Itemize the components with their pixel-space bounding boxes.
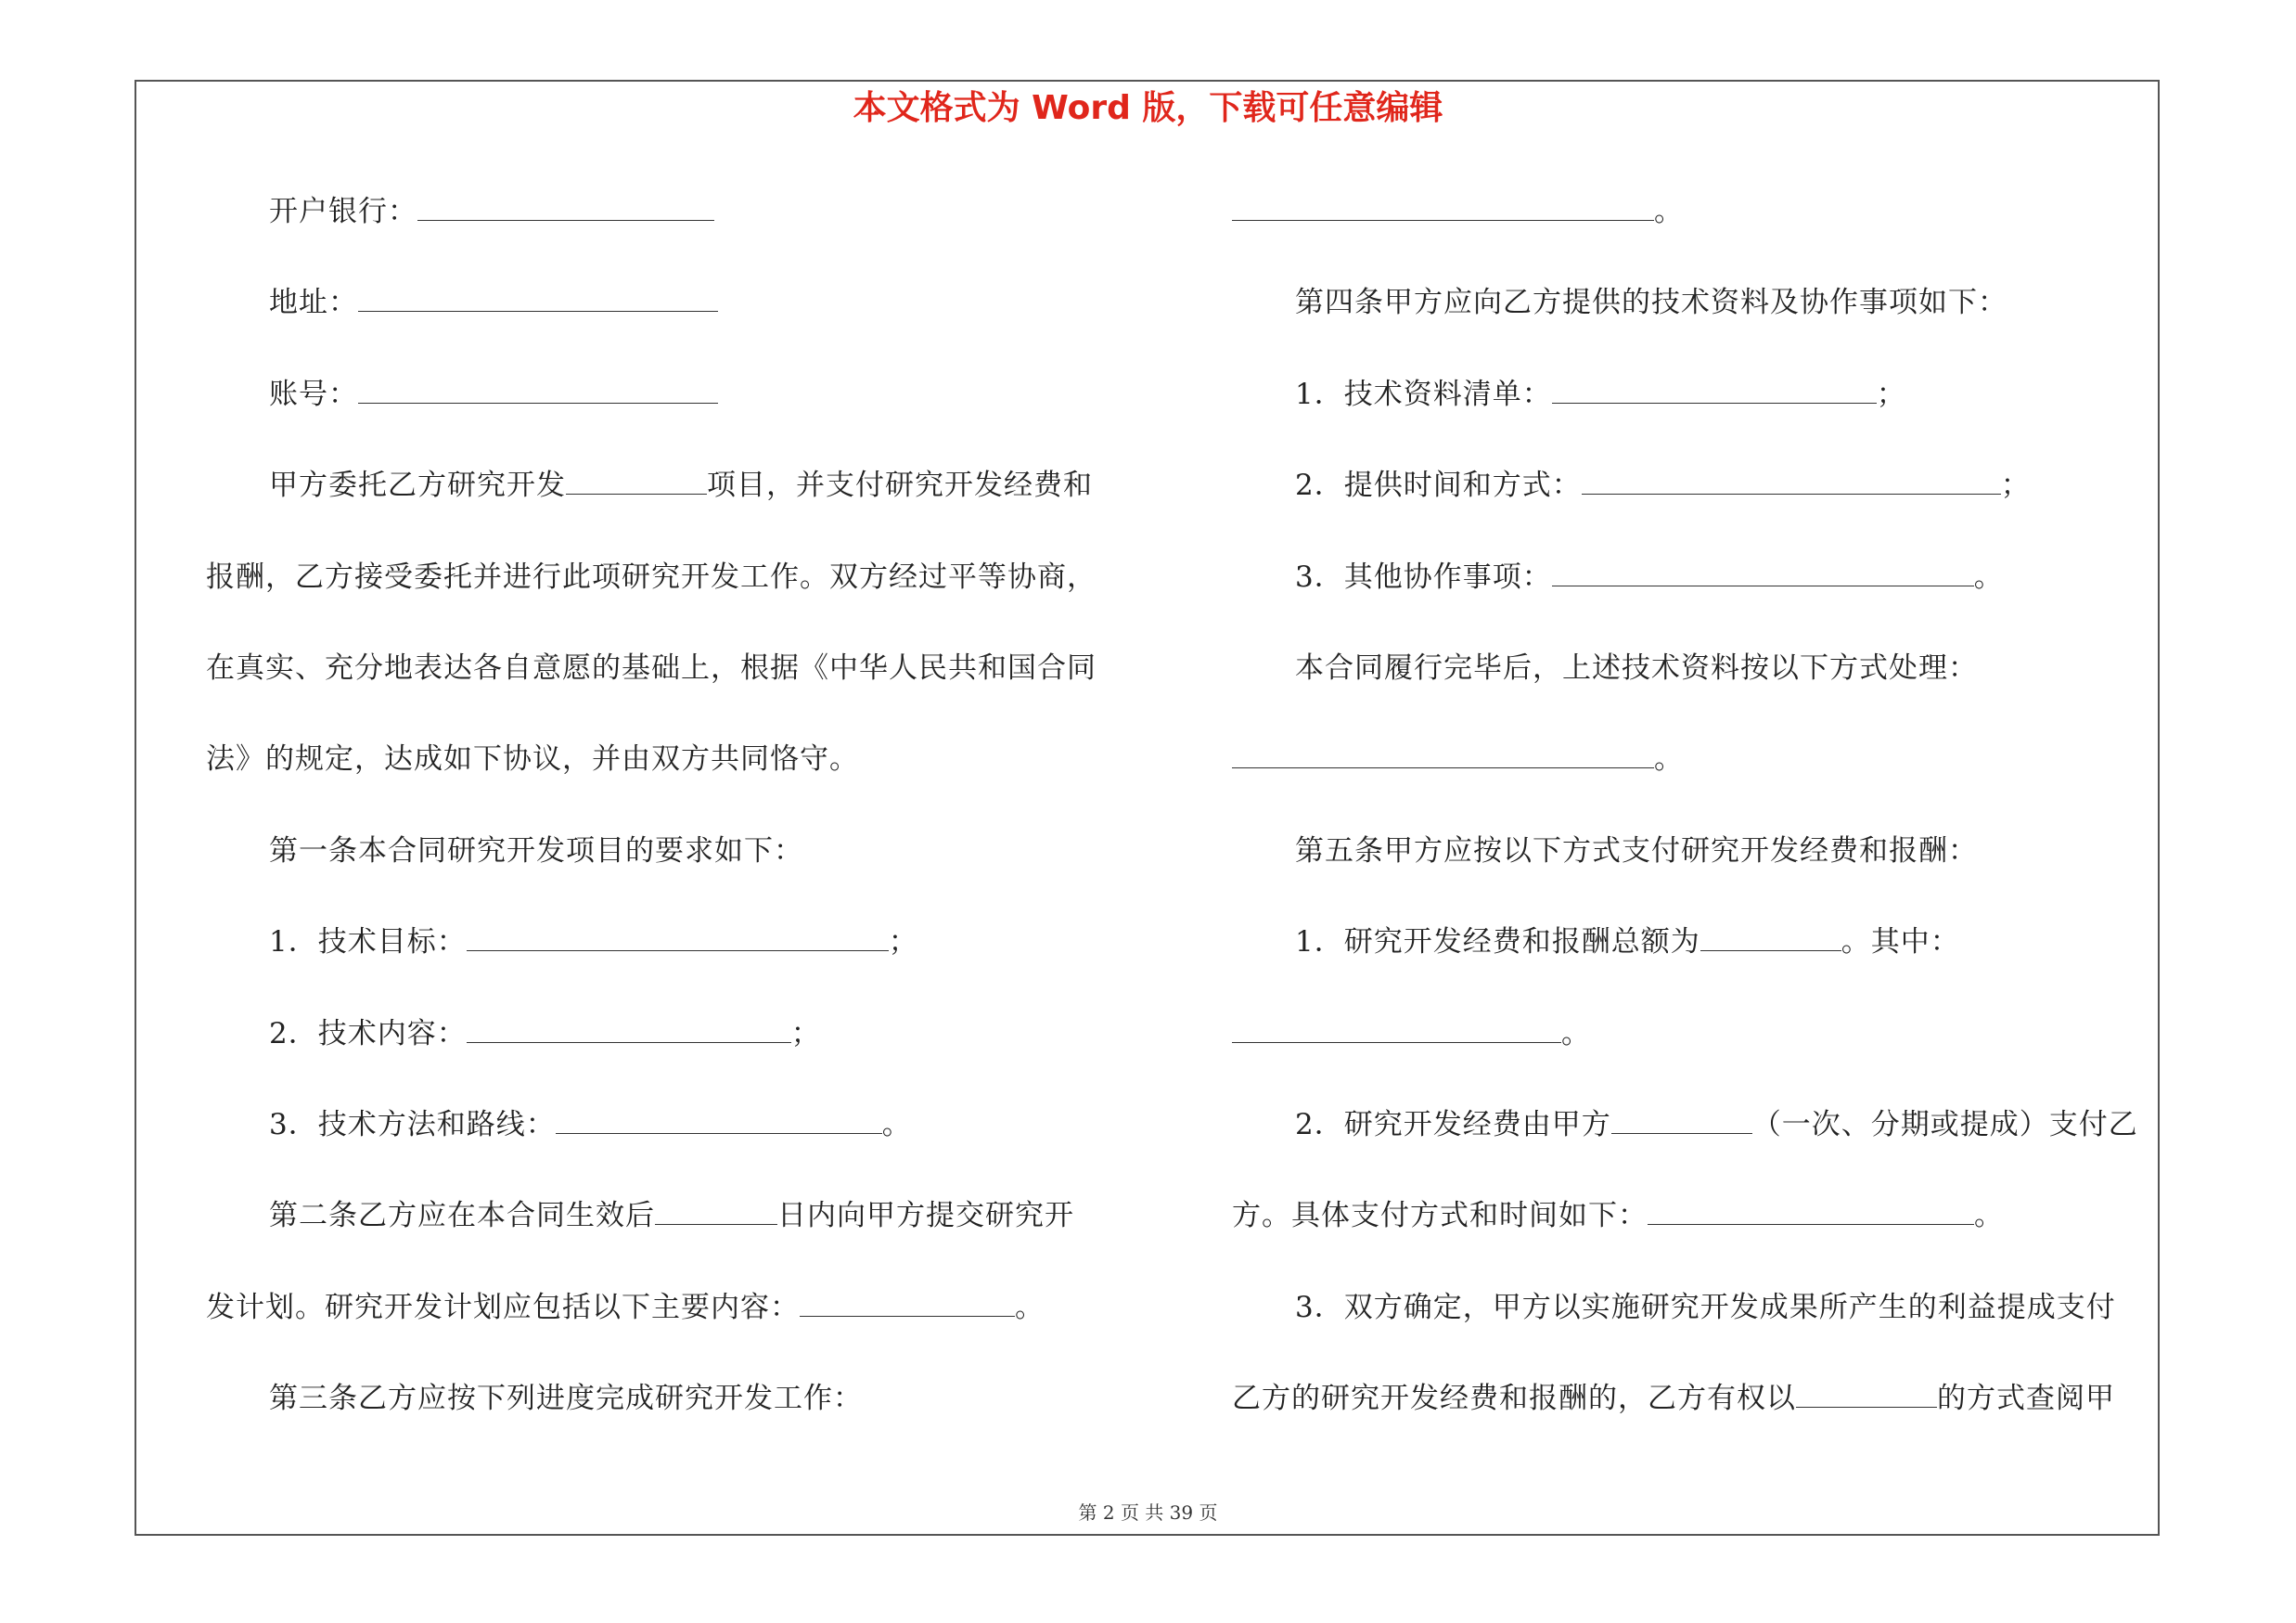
other-matters-end: 。: [1973, 560, 2004, 594]
tech-docs-blank[interactable]: [1552, 382, 1877, 404]
royalty-text-b: 的方式查阅甲: [1937, 1382, 2115, 1416]
provide-time-end: ；: [2000, 469, 2031, 503]
tech-goal-line: [206, 914, 1152, 1005]
progress-end: 。: [1654, 195, 1684, 228]
article-5-heading: 第五条甲方应按以下方式支付研究开发经费和报酬：: [1295, 833, 1978, 868]
bank-blank[interactable]: [417, 200, 714, 221]
page-number: 第 2 页 共 39 页: [1078, 1501, 1218, 1524]
plan-content-blank[interactable]: [800, 1295, 1015, 1317]
article-4-heading: 第四条甲方应向乙方提供的技术资料及协作事项如下：: [1295, 286, 2007, 320]
provide-time-line: [1232, 457, 2150, 548]
fee-detail-end: 。: [1561, 1016, 1591, 1050]
docs-handling-blank-line: [1232, 731, 2150, 822]
account-label: 账号：: [269, 377, 358, 411]
payment-method-text-a: 2．研究开发经费由甲方: [1295, 1107, 1611, 1141]
intro-text-b: 项目，并支付研究开发经费和: [707, 469, 1093, 503]
provide-time-blank[interactable]: [1582, 473, 2001, 495]
payment-method-line-2: [1232, 1188, 2150, 1279]
article-2-line-1: [206, 1188, 1152, 1279]
tech-docs-line: [1232, 367, 2150, 457]
progress-blank-line: [1232, 184, 2150, 275]
plan-content-label: 发计划。研究开发计划应包括以下主要内容：: [206, 1290, 800, 1324]
article-2-text-b: 日内向甲方提交研究开: [777, 1199, 1074, 1233]
tech-method-label: 3．技术方法和路线：: [269, 1107, 556, 1141]
total-fee-blank[interactable]: [1700, 930, 1841, 951]
other-matters-label: 3．其他协作事项：: [1295, 560, 1552, 594]
intro-line-2: 报酬，乙方接受委托并进行此项研究开发工作。双方经过平等协商，: [206, 560, 1097, 594]
docs-handling-line: 本合同履行完毕后，上述技术资料按以下方式处理：: [1295, 650, 1978, 685]
tech-content-end: ；: [790, 1016, 821, 1050]
intro-line-4: 法》的规定，达成如下协议，并由双方共同恪守。: [206, 742, 859, 777]
article-1-heading: 第一条本合同研究开发项目的要求如下：: [269, 833, 803, 868]
tech-content-label: 2．技术内容：: [269, 1016, 467, 1050]
tech-docs-end: ；: [1876, 377, 1906, 411]
intro-line-3: 在真实、充分地表达各自意愿的基础上，根据《中华人民共和国合同: [206, 650, 1097, 685]
fee-detail-blank-line: [1232, 1006, 2150, 1097]
total-fee-label: 1．研究开发经费和报酬总额为: [1295, 925, 1700, 960]
progress-blank[interactable]: [1232, 200, 1654, 221]
bank-line: [206, 184, 1152, 275]
plan-content-end: 。: [1015, 1290, 1045, 1324]
payment-method-text-b: （一次、分期或提成）支付乙: [1751, 1107, 2138, 1141]
royalty-text-a: 乙方的研究开发经费和报酬的，乙方有权以: [1232, 1382, 1796, 1416]
intro-text-a: 甲方委托乙方研究开发: [269, 469, 566, 503]
account-line: [206, 367, 1152, 457]
fee-detail-blank[interactable]: [1232, 1022, 1561, 1043]
left-column: [206, 184, 1152, 1462]
tech-docs-label: 1．技术资料清单：: [1295, 377, 1552, 411]
payment-time-end: 。: [1974, 1199, 2004, 1233]
payment-time-blank[interactable]: [1648, 1204, 1974, 1225]
tech-goal-blank[interactable]: [467, 930, 889, 951]
address-blank[interactable]: [358, 290, 718, 312]
article-3-heading: 第三条乙方应按下列进度完成研究开发工作：: [269, 1382, 863, 1416]
royalty-line-2: [1232, 1371, 2150, 1462]
payment-mode-blank[interactable]: [1611, 1113, 1752, 1134]
royalty-line-1: 3．双方确定，甲方以实施研究开发成果所产生的利益提成支付: [1295, 1290, 2116, 1324]
total-fee-end: 。其中：: [1841, 925, 1960, 960]
project-blank[interactable]: [566, 473, 707, 495]
other-matters-blank[interactable]: [1552, 565, 1974, 586]
right-column: [1232, 184, 2150, 1462]
tech-content-blank[interactable]: [467, 1022, 791, 1043]
days-blank[interactable]: [655, 1204, 777, 1225]
address-line: [206, 275, 1152, 366]
other-matters-line: [1232, 549, 2150, 640]
payment-time-label: 方。具体支付方式和时间如下：: [1232, 1199, 1648, 1233]
tech-method-blank[interactable]: [556, 1113, 882, 1134]
account-blank[interactable]: [358, 382, 718, 404]
audit-method-blank[interactable]: [1796, 1386, 1937, 1408]
tech-goal-label: 1．技术目标：: [269, 925, 467, 960]
payment-method-line-1: [1232, 1097, 2150, 1188]
provide-time-label: 2．提供时间和方式：: [1295, 469, 1582, 503]
bank-label: 开户银行：: [269, 195, 417, 228]
article-2-text-a: 第二条乙方应在本合同生效后: [269, 1199, 655, 1233]
tech-content-line: [206, 1006, 1152, 1097]
tech-method-end: 。: [881, 1107, 912, 1141]
article-2-line-2: [206, 1280, 1152, 1371]
tech-method-line: [206, 1097, 1152, 1188]
total-fee-line: [1232, 914, 2150, 1005]
docs-handling-blank[interactable]: [1232, 747, 1654, 768]
address-label: 地址：: [269, 286, 358, 320]
intro-line-1: [206, 457, 1152, 548]
docs-handling-end: 。: [1654, 742, 1684, 777]
document-header: 本文格式为 Word 版，下载可任意编辑: [853, 89, 1443, 127]
tech-goal-end: ；: [888, 925, 918, 960]
